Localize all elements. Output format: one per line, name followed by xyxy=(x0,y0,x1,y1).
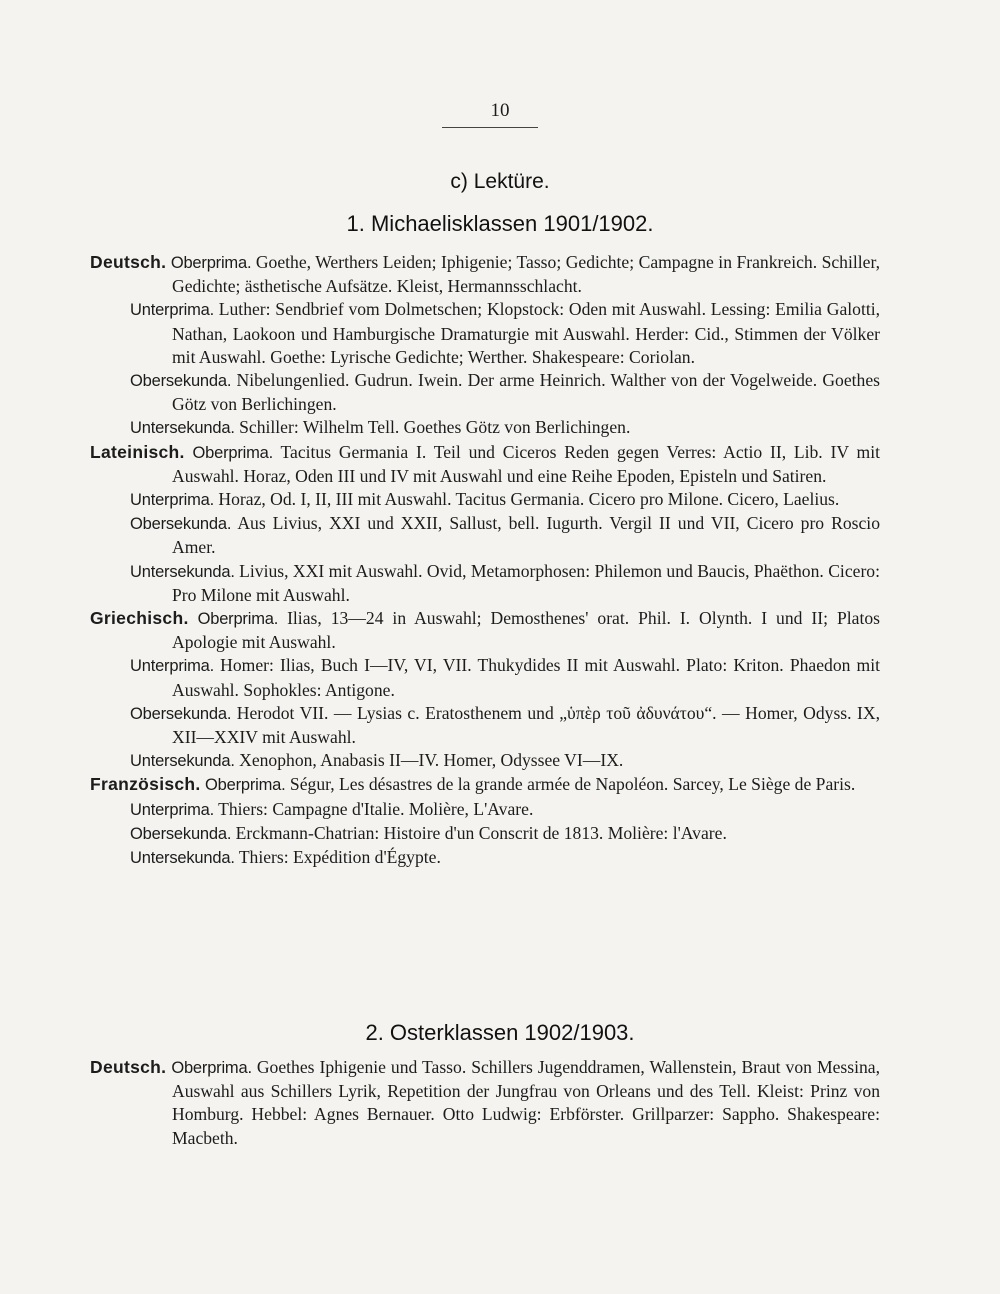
section-title: c) Lektüre. xyxy=(450,170,550,193)
reading-text: Aus Livius, XXI und XXII, Sallust, bell. Iugurth. Vergil II und VII, Cicero pro Roscio Amer. xyxy=(172,513,880,558)
reading-entry xyxy=(130,654,880,701)
reading-entry xyxy=(130,822,880,846)
class-level-label: Unterprima. xyxy=(130,800,214,819)
reading-entry xyxy=(90,1056,880,1150)
reading-text: Tacitus Germania I. Teil und Ciceros Reden gegen Verres: Actio II, Lib. IV mit Auswahl. Horaz, Oden III und IV mit Auswahl und eine Reihe Epoden, Episteln und Satiren. xyxy=(172,441,880,486)
class-level-label: Oberprima. xyxy=(192,443,274,462)
part1-title: 1. Michaelisklassen 1901/1902. xyxy=(346,211,654,236)
reading-text: Homer: Ilias, Buch I—IV, VI, VII. Thukydides II mit Auswahl. Plato: Kriton. Phaedon mit Auswahl. Sophokles: Antigone. xyxy=(172,655,880,700)
class-level-label: Obersekunda. xyxy=(130,515,232,534)
part2-title: 2. Osterklassen 1902/1903. xyxy=(365,1020,635,1045)
reading-text: Goethes Iphigenie und Tasso. Schillers Jugenddramen, Wallenstein, Braut von Messina, Auswahl aus Schillers Lyrik, Repetition der Jungfrau von Orleans und des Tell. Kleist: Prinz von Homburg. Hebbel: Agnes Bernauer. Otto Ludwig: Erbförster. Grillparzer: Sappho. Shakespeare: Macbeth. xyxy=(172,1057,880,1148)
reading-text: Thiers: Expédition d'Égypte. xyxy=(238,847,441,868)
reading-entry xyxy=(130,846,880,870)
page-number-rule xyxy=(442,127,538,128)
reading-entry xyxy=(130,512,880,559)
reading-entry xyxy=(130,298,880,369)
subject-label: Lateinisch. xyxy=(90,441,185,462)
class-level-label: Oberprima. xyxy=(170,254,252,272)
reading-entry xyxy=(90,607,880,654)
subject-label: Französisch. xyxy=(90,774,201,795)
reading-text: Livius, XXI mit Auswahl. Ovid, Metamorphosen: Philemon und Baucis, Phaëthon. Cicero: Pro Milone mit Auswahl. xyxy=(172,560,880,605)
class-level-label: Oberprima. xyxy=(171,1059,252,1077)
reading-text: Ségur, Les désastres de la grande armée de Napoléon. Sarcey, Le Siège de Paris. xyxy=(289,774,856,795)
class-level-label: Obersekunda. xyxy=(130,372,232,391)
reading-entry xyxy=(130,416,880,440)
reading-text: Herodot VII. — Lysias c. Eratosthenem und „ὑπὲρ τοῦ ἀδυνάτου“. — Homer, Odyss. IX, XII—XXIV mit Auswahl. xyxy=(172,702,880,748)
reading-entry xyxy=(130,702,880,749)
reading-entry xyxy=(130,560,880,607)
class-level-label: Unterprima. xyxy=(130,491,214,510)
subject-label: Griechisch. xyxy=(90,608,189,629)
class-level-label: Unterprima. xyxy=(130,301,214,320)
reading-text: Nibelungenlied. Gudrun. Iwein. Der arme Heinrich. Walther von der Vogelweide. Goethes Götz von Berlichingen. xyxy=(172,370,880,415)
reading-entry xyxy=(130,749,880,773)
reading-text: Horaz, Od. I, II, III mit Auswahl. Tacitus Germania. Cicero pro Milone. Cicero, Laelius. xyxy=(218,489,840,510)
reading-text: Schiller: Wilhelm Tell. Goethes Götz von Berlichingen. xyxy=(239,417,631,438)
reading-text: Luther: Sendbrief vom Dolmetschen; Klopstock: Oden mit Auswahl. Lessing: Emilia Galotti, Nathan, Laokoon und Hamburgische Dramaturgie mit Auswahl. Herder: Cid., Stimmen der Völker mit Auswahl. Goethe: Lyrische Gedichte; Werther. Shakespeare: Coriolan. xyxy=(172,299,881,367)
reading-entry xyxy=(130,798,880,822)
reading-entry xyxy=(90,251,880,298)
reading-entry xyxy=(130,369,880,416)
class-level-label: Obersekunda. xyxy=(130,704,232,723)
reading-text: Ilias, 13—24 in Auswahl; Demosthenes' orat. Phil. I. Olynth. I und II; Platos Apologie mit Auswahl. xyxy=(172,608,880,653)
reading-entry xyxy=(90,441,880,488)
reading-text: Erckmann-Chatrian: Histoire d'un Conscrit de 1813. Molière: l'Avare. xyxy=(235,822,727,843)
subject-label: Deutsch. xyxy=(90,1057,167,1077)
reading-text: Xenophon, Anabasis II—IV. Homer, Odyssee VI—IX. xyxy=(239,750,624,771)
class-level-label: Untersekunda. xyxy=(130,752,235,771)
class-level-label: Unterprima. xyxy=(130,657,214,676)
reading-text: Goethe, Werthers Leiden; Iphigenie; Tasso; Gedichte; Campagne in Frankreich. Schiller, Gedichte; ästhetische Aufsätze. Kleist, Hermannsschlacht. xyxy=(172,252,880,297)
page-number: 10 xyxy=(490,100,510,121)
class-level-label: Obersekunda. xyxy=(130,824,232,843)
class-level-label: Untersekunda. xyxy=(130,562,235,581)
reading-entry xyxy=(90,773,880,797)
subject-label: Deutsch. xyxy=(90,252,167,272)
part2-reading-list xyxy=(90,1056,880,1150)
class-level-label: Oberprima. xyxy=(204,776,286,795)
reading-entry xyxy=(130,488,880,512)
part1-reading-list xyxy=(90,251,881,870)
reading-text: Thiers: Campagne d'Italie. Molière, L'Avare. xyxy=(218,798,534,819)
class-level-label: Oberprima. xyxy=(197,610,279,629)
class-level-label: Untersekunda. xyxy=(130,849,235,868)
class-level-label: Untersekunda. xyxy=(130,419,235,438)
